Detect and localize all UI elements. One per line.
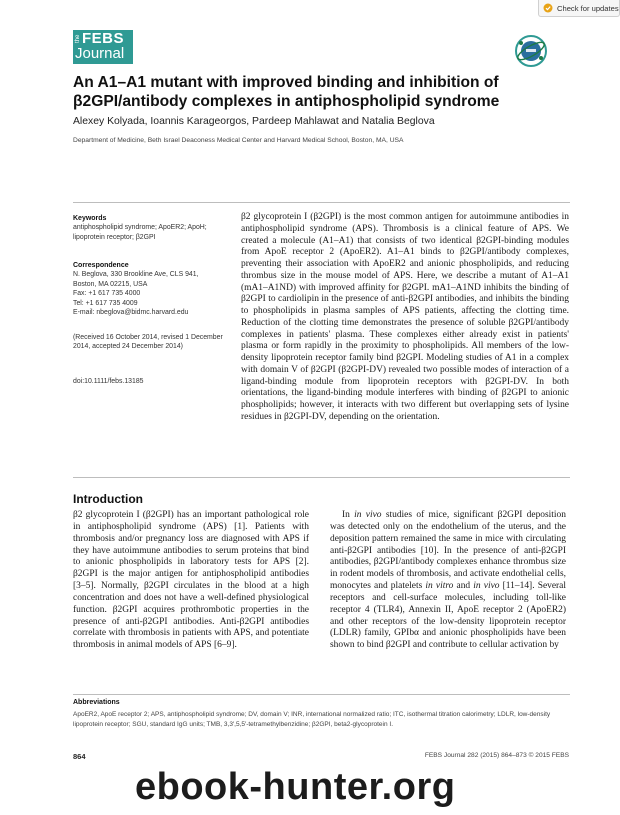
correspondence-line: N. Beglova, 330 Brookline Ave, CLS 941, [73, 271, 199, 279]
correspondence-block [73, 261, 223, 317]
intro-column-left: β2 glycoprotein I (β2GPI) has an important pathological role in antiphospholipid syndrome (APS) [1]. Patients with thrombosis and/or pregnancy loss are diagnosed with APS if they have autoimmune antibodies to serum proteins that bind to anionic phospholipids in laboratory tests for APS [2]. β2GPI is the major antigen for antiphospholipid antibodies [3–5]. Normally, β2GPI circulates in the blood at a high concentration and does not have a well-defined physiological function. β2GPI acquires prothrombotic properties in the presence of anti-β2GPI antibodies. Anti-β2GPI antibodies correlate with thrombosis in patients with APS, and potentiate thrombosis in animal models of APS [6–9]. [73, 510, 309, 651]
correspondence-line: Tel: +1 617 735 4009 [73, 299, 138, 307]
intro-right-italic: in vivo [473, 581, 500, 592]
logo-the: the [75, 34, 81, 43]
abstract-text: β2 glycoprotein I (β2GPI) is the most common antigen for autoimmune antibodies in antiphospholipid syndrome (APS). Thrombosis is a clinical feature of APS. We created a molecule (A1–A1) that consists of two identical β2GPI-binding modules from ApoE receptor 2 (ApoER2). A1–A1 binds to β2GPI/antibody complexes, preventing their association with ApoER2 and anionic phospholipids, and reducing thrombus size in the mouse model of APS. Here, we describe a mutant of A1–A1 (mA1–A1ND) with improved affinity for β2GPI. mA1–A1ND inhibits the binding of β2GPI to cardiolipin in the presence of anti-β2GPI antibodies, and inhibits the binding to phospholipids in plasma samples of APS patients, affecting the clotting time. Reduction of the clotting time demonstrates the presence of soluble β2GPI/antibody complexes in patients' plasma. These complexes either already exist in patients' plasma or form rapidly in the proximity to phospholipids. All members of the low-density lipoprotein receptor family bind β2GPI. Modeling studies of A1 in a complex with domain V of β2GPI (β2GPI-DV) revealed two possible modes of interaction of a ligand-binding module from lipoprotein receptors with β2GPI-DV. In both orientations, the ligand-binding module interferes with binding of β2GPI to anionic phospholipids; however, it interacts with two different but overlapping sets of lysine residues in β2GPI-DV, depending on the orientation. [241, 212, 569, 422]
correspondence-line: Boston, MA 02215, USA [73, 280, 148, 288]
header-divider [73, 202, 570, 203]
abstract-divider [73, 477, 570, 478]
logo-febs: FEBS [82, 30, 125, 47]
keywords-block [73, 214, 223, 242]
journal-citation: FEBS Journal 282 (2015) 864–873 © 2015 FEBS [424, 752, 569, 759]
intro-right-italic: in vivo [354, 510, 382, 520]
correspondence-email[interactable]: E-mail: nbeglova@bidmc.harvard.edu [73, 309, 189, 317]
correspondence-heading: Correspondence [73, 262, 129, 269]
intro-right-text: studies of mice, significant β2GPI deposition was detected only on the endothelium of the uterus, and the deposition pattern remained the same in mice with circulating anti-β2GPI antibodies [10]. In the presence of anti-β2GPI antibodies, β2GPI/antibody complexes enhance thrombus size in rodent models of thrombosis, and activate endothelial cells, monocytes and platelets [330, 510, 566, 592]
intro-right-text: In [342, 510, 355, 520]
intro-column-right [330, 510, 566, 652]
keywords-heading: Keywords [73, 215, 107, 222]
abbreviations-divider [73, 694, 570, 695]
affiliation: Department of Medicine, Beth Israel Deaconess Medical Center and Harvard Medical School, Boston, MA, USA [73, 137, 404, 144]
check-for-updates-label: Check for updates [557, 3, 619, 13]
logo-journal: Journal [75, 45, 125, 62]
doi-link[interactable]: doi:10.1111/febs.13185 [73, 378, 144, 385]
page-number: 864 [73, 752, 86, 761]
check-for-updates-button[interactable] [538, 0, 620, 17]
correspondence-line: Fax: +1 617 735 4000 [73, 290, 141, 298]
febs-emblem-icon [514, 34, 548, 68]
article-title [73, 73, 573, 111]
intro-right-italic: in vitro [425, 581, 454, 592]
keywords-text: antiphospholipid syndrome; ApoER2; ApoH; lipoprotein receptor; β2GPI [73, 224, 207, 241]
title-line-2: β2GPI/antibody complexes in antiphospholipid syndrome [73, 93, 500, 110]
received-dates: (Received 16 October 2014, revised 1 December 2014, accepted 24 December 2014) [73, 334, 223, 351]
abbreviations-heading: Abbreviations [73, 699, 120, 706]
journal-logo [73, 30, 133, 64]
author-list: Alexey Kolyada, Ioannis Karageorgos, Pardeep Mahlawat and Natalia Beglova [73, 116, 435, 127]
intro-right-text: and [453, 581, 474, 592]
check-updates-icon [543, 3, 553, 13]
title-line-1: An A1–A1 mutant with improved binding and inhibition of [73, 74, 499, 91]
abbreviations-text: ApoER2, ApoE receptor 2; APS, antiphospholipid syndrome; DV, domain V; INR, international normalized ratio; ITC, isothermal titration calorimetry; LDLR, low-density lipoprotein receptor; SGU, standard IgG units; TMB, 3,3′,5,5′-tetramethylbenzidine; β2GPI, beta2-glycoprotein I. [73, 711, 551, 728]
introduction-heading: Introduction [73, 492, 143, 506]
watermark: ebook-hunter.org [135, 766, 456, 808]
intro-right-text: [11–14]. Several receptors and cell-surface molecules, including toll-like receptor 4 (TLR4), Annexin II, ApoE receptor 2 (ApoER2) and other receptors of the low-density lipoprotein receptor (LDLR) family, GPIbα and anionic phospholipids have been shown to bind β2GPI and contribute to cellular activation by [330, 581, 566, 651]
